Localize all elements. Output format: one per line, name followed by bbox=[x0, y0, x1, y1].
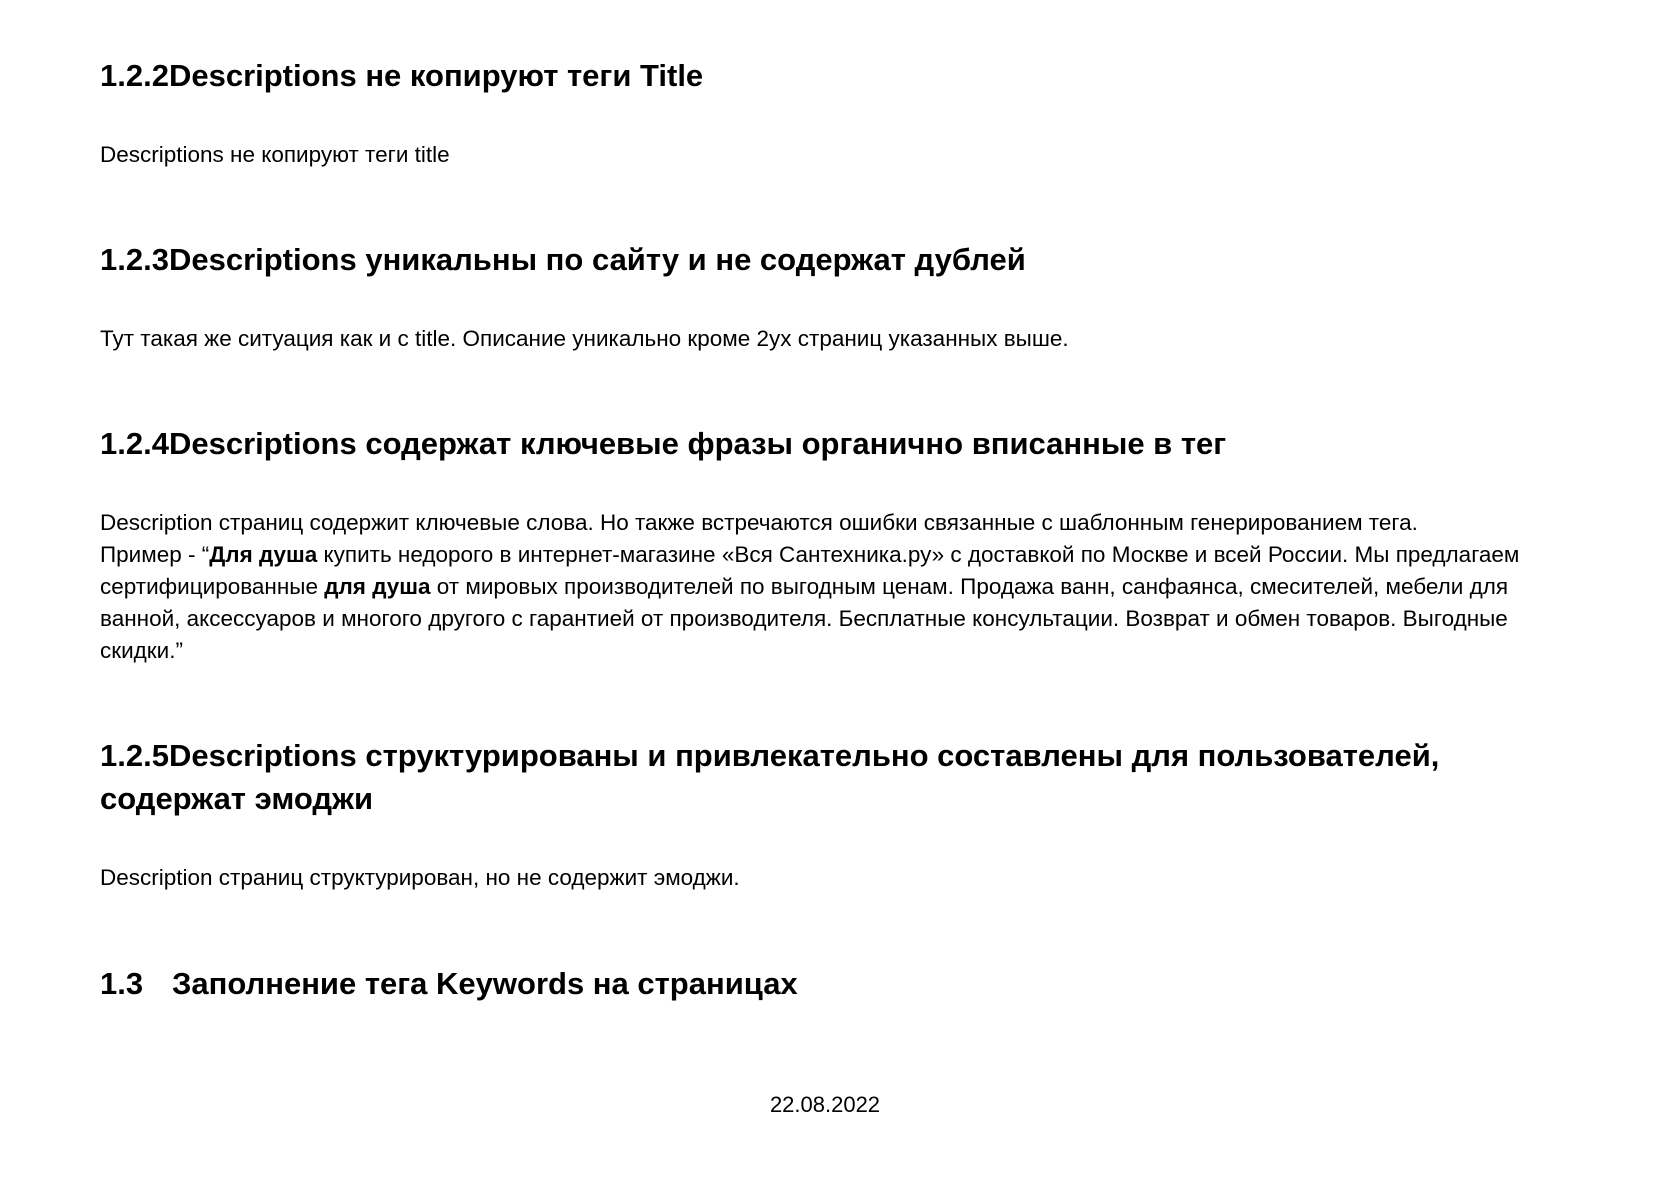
keyword-bold-1: Для душа bbox=[209, 542, 318, 567]
example-text-2: от мировых производителей по выгодным ценам. Продажа ванн, санфаянса, смесителей, мебели для ванной, аксессуаров и многого другого с гарантией от производителя. Бесплатные консультации. Возврат и обмен товаров. Выгодные скидки.” bbox=[100, 574, 1509, 663]
keyword-bold-2: для душа bbox=[324, 574, 431, 599]
section-heading-1-2-4 bbox=[100, 422, 1226, 465]
section-body-1-2-5: Description страниц структурирован, но не содержит эмоджи. bbox=[100, 865, 740, 890]
example-text-1: купить недорого в интернет-магазине «Вся Сантехника.ру» с доставкой по Москве и всей России. Мы предлагаем сертифицированные bbox=[100, 542, 1520, 599]
section-heading-1-3 bbox=[100, 962, 798, 1005]
section-body-1-2-3: Тут такая же ситуация как и с title. Описание уникально кроме 2ух страниц указанных выше. bbox=[100, 326, 1069, 351]
section-number: 1.2.3 bbox=[100, 242, 169, 277]
section-body-1-2-2: Descriptions не копируют теги title bbox=[100, 142, 450, 167]
section-body-1-2-4 bbox=[100, 507, 1525, 667]
section-title-line1: Descriptions структурированы и привлекательно составлены для пользователей, bbox=[168, 738, 1440, 773]
body-line-intro: Description страниц содержит ключевые слова. Но также встречаются ошибки связанные с шаблонным генерированием тега. bbox=[100, 510, 1418, 535]
section-title: Заполнение тега Keywords на страницах bbox=[172, 966, 798, 1001]
section-heading-1-2-3 bbox=[100, 238, 1026, 281]
example-prefix: Пример - “ bbox=[100, 542, 210, 567]
section-title: Descriptions содержат ключевые фразы органично вписанные в тег bbox=[168, 426, 1227, 461]
section-number: 1.2.2 bbox=[100, 58, 169, 93]
section-number: 1.2.5 bbox=[100, 738, 169, 773]
footer-date: 22.08.2022 bbox=[769, 1092, 881, 1117]
section-title-line2: содержат эмоджи bbox=[100, 781, 374, 816]
section-title: Descriptions уникальны по сайту и не содержат дублей bbox=[168, 242, 1026, 277]
section-heading-1-2-5 bbox=[100, 734, 1439, 820]
section-heading-1-2-2 bbox=[100, 54, 703, 97]
section-number: 1.2.4 bbox=[100, 426, 169, 461]
section-title: Descriptions не копируют теги Title bbox=[168, 58, 704, 93]
section-number: 1.3 bbox=[100, 966, 144, 1001]
